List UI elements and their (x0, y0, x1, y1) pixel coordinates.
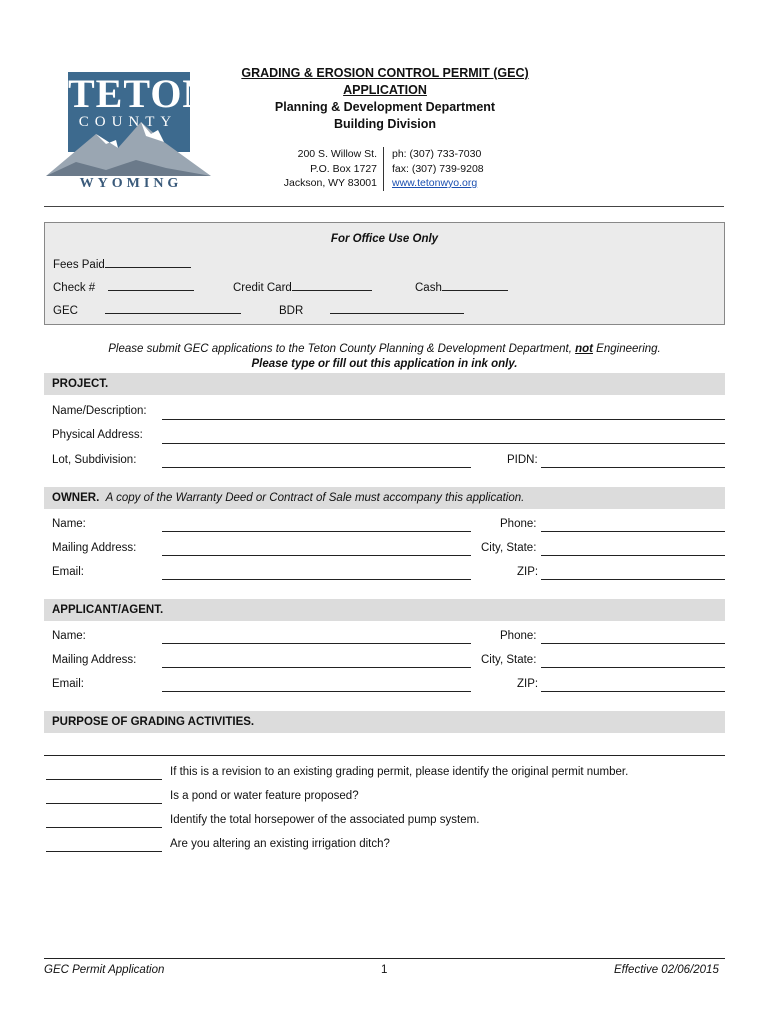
owner-phone-input[interactable] (541, 531, 725, 532)
logo-wyoming-text: WYOMING (79, 176, 183, 191)
question-pond-feature: Is a pond or water feature proposed? (170, 790, 359, 802)
footer-effective-date: Effective 02/06/2015 (614, 964, 719, 976)
applicant-email-input[interactable] (162, 691, 471, 692)
owner-mailing-input[interactable] (162, 555, 471, 556)
note-not-emphasis: not (575, 343, 593, 355)
logo-teton-text: TETON (68, 71, 213, 116)
purpose-section-header (44, 711, 725, 733)
form-subtitle: APPLICATION (343, 83, 427, 97)
address-line-3: Jackson, WY 83001 (283, 177, 377, 189)
applicant-section-header (44, 599, 725, 621)
question-irrigation-ditch: Are you altering an existing irrigation ditch? (170, 838, 390, 850)
note-text-b: Engineering. (592, 343, 661, 355)
question-pump-horsepower: Identify the total horsepower of the associated pump system. (170, 814, 480, 826)
cash-field (415, 280, 508, 294)
footer-divider (44, 958, 725, 959)
owner-email-label: Email: (52, 566, 84, 578)
gec-label: GEC (53, 305, 78, 317)
physical-address-label: Physical Address: (52, 429, 143, 441)
cash-line[interactable] (442, 280, 508, 291)
submission-note-line-1 (44, 342, 725, 357)
bdr-field (279, 303, 464, 317)
physical-address-input[interactable] (162, 443, 725, 444)
applicant-phone-label: Phone: (500, 630, 537, 642)
applicant-name-label: Name: (52, 630, 86, 642)
form-title: GRADING & EROSION CONTROL PERMIT (GEC) (241, 66, 529, 80)
fees-paid-field (53, 257, 191, 271)
ink-only-note: Please type or fill out this application in ink only. (251, 358, 518, 370)
lot-subdivision-label: Lot, Subdivision: (52, 454, 137, 466)
note-text-a: Please submit GEC applications to the Teton County Planning & Development Department, (108, 343, 576, 355)
fees-paid-label: Fees Paid (53, 259, 105, 271)
applicant-city-state-label: City, State: (481, 654, 537, 666)
lot-subdivision-input[interactable] (162, 467, 471, 468)
owner-heading-note: A copy of the Warranty Deed or Contract of Sale must accompany this application. (105, 492, 525, 504)
gec-field (53, 303, 241, 317)
applicant-email-label: Email: (52, 678, 84, 690)
fees-paid-line[interactable] (105, 257, 191, 268)
owner-email-input[interactable] (162, 579, 471, 580)
owner-section-header (44, 487, 725, 509)
header-divider (44, 206, 724, 207)
applicant-city-state-input[interactable] (541, 667, 725, 668)
check-line[interactable] (108, 280, 194, 291)
department-name: Planning & Development Department (274, 100, 496, 114)
owner-phone-label: Phone: (500, 518, 537, 530)
owner-name-input[interactable] (162, 531, 471, 532)
owner-zip-input[interactable] (541, 579, 725, 580)
address-line-1: 200 S. Willow St. (297, 148, 377, 160)
purpose-heading: PURPOSE OF GRADING ACTIVITIES. (52, 716, 255, 728)
owner-city-state-label: City, State: (481, 542, 537, 554)
pump-horsepower-input[interactable] (46, 827, 162, 828)
website-link[interactable]: www.tetonwyo.org (392, 177, 478, 189)
address-line-2: P.O. Box 1727 (310, 162, 377, 175)
cash-label: Cash (415, 282, 442, 294)
applicant-name-input[interactable] (162, 643, 471, 644)
check-field (53, 280, 194, 294)
contact-block (262, 147, 522, 191)
fax-number: fax: (307) 739-9208 (392, 162, 484, 175)
pidn-label: PIDN: (507, 454, 538, 466)
owner-zip-label: ZIP: (517, 566, 539, 578)
applicant-mailing-input[interactable] (162, 667, 471, 668)
pidn-input[interactable] (541, 467, 725, 468)
office-use-box (44, 222, 725, 325)
check-label: Check # (53, 282, 96, 294)
project-section-header (44, 373, 725, 395)
gec-line[interactable] (105, 303, 241, 314)
project-name-label: Name/Description: (52, 405, 147, 417)
credit-card-label: Credit Card (233, 282, 292, 294)
purpose-description-input[interactable] (44, 755, 725, 756)
question-original-permit: If this is a revision to an existing grading permit, please identify the original permit number. (170, 766, 629, 778)
division-name: Building Division (333, 117, 437, 131)
owner-city-state-input[interactable] (541, 555, 725, 556)
submission-note (44, 342, 725, 372)
applicant-mailing-label: Mailing Address: (52, 654, 137, 666)
irrigation-ditch-input[interactable] (46, 851, 162, 852)
form-header (230, 65, 540, 133)
credit-card-line[interactable] (292, 280, 372, 291)
owner-name-label: Name: (52, 518, 86, 530)
owner-heading: OWNER. (52, 492, 100, 504)
pond-feature-input[interactable] (46, 803, 162, 804)
teton-county-logo (46, 72, 211, 194)
project-heading: PROJECT. (52, 378, 109, 390)
project-name-input[interactable] (162, 419, 725, 420)
applicant-phone-input[interactable] (541, 643, 725, 644)
owner-mailing-label: Mailing Address: (52, 542, 137, 554)
credit-card-field (233, 280, 372, 294)
applicant-zip-input[interactable] (541, 691, 725, 692)
logo-county-text: COUNTY (78, 114, 178, 130)
footer-form-name: GEC Permit Application (44, 964, 165, 976)
phone-number: ph: (307) 733-7030 (392, 148, 482, 160)
bdr-line[interactable] (330, 303, 464, 314)
footer-page-number: 1 (381, 964, 388, 976)
applicant-zip-label: ZIP: (517, 678, 539, 690)
bdr-label: BDR (279, 305, 304, 317)
office-use-title: For Office Use Only (330, 233, 439, 245)
original-permit-number-input[interactable] (46, 779, 162, 780)
applicant-heading: APPLICANT/AGENT. (52, 604, 164, 616)
